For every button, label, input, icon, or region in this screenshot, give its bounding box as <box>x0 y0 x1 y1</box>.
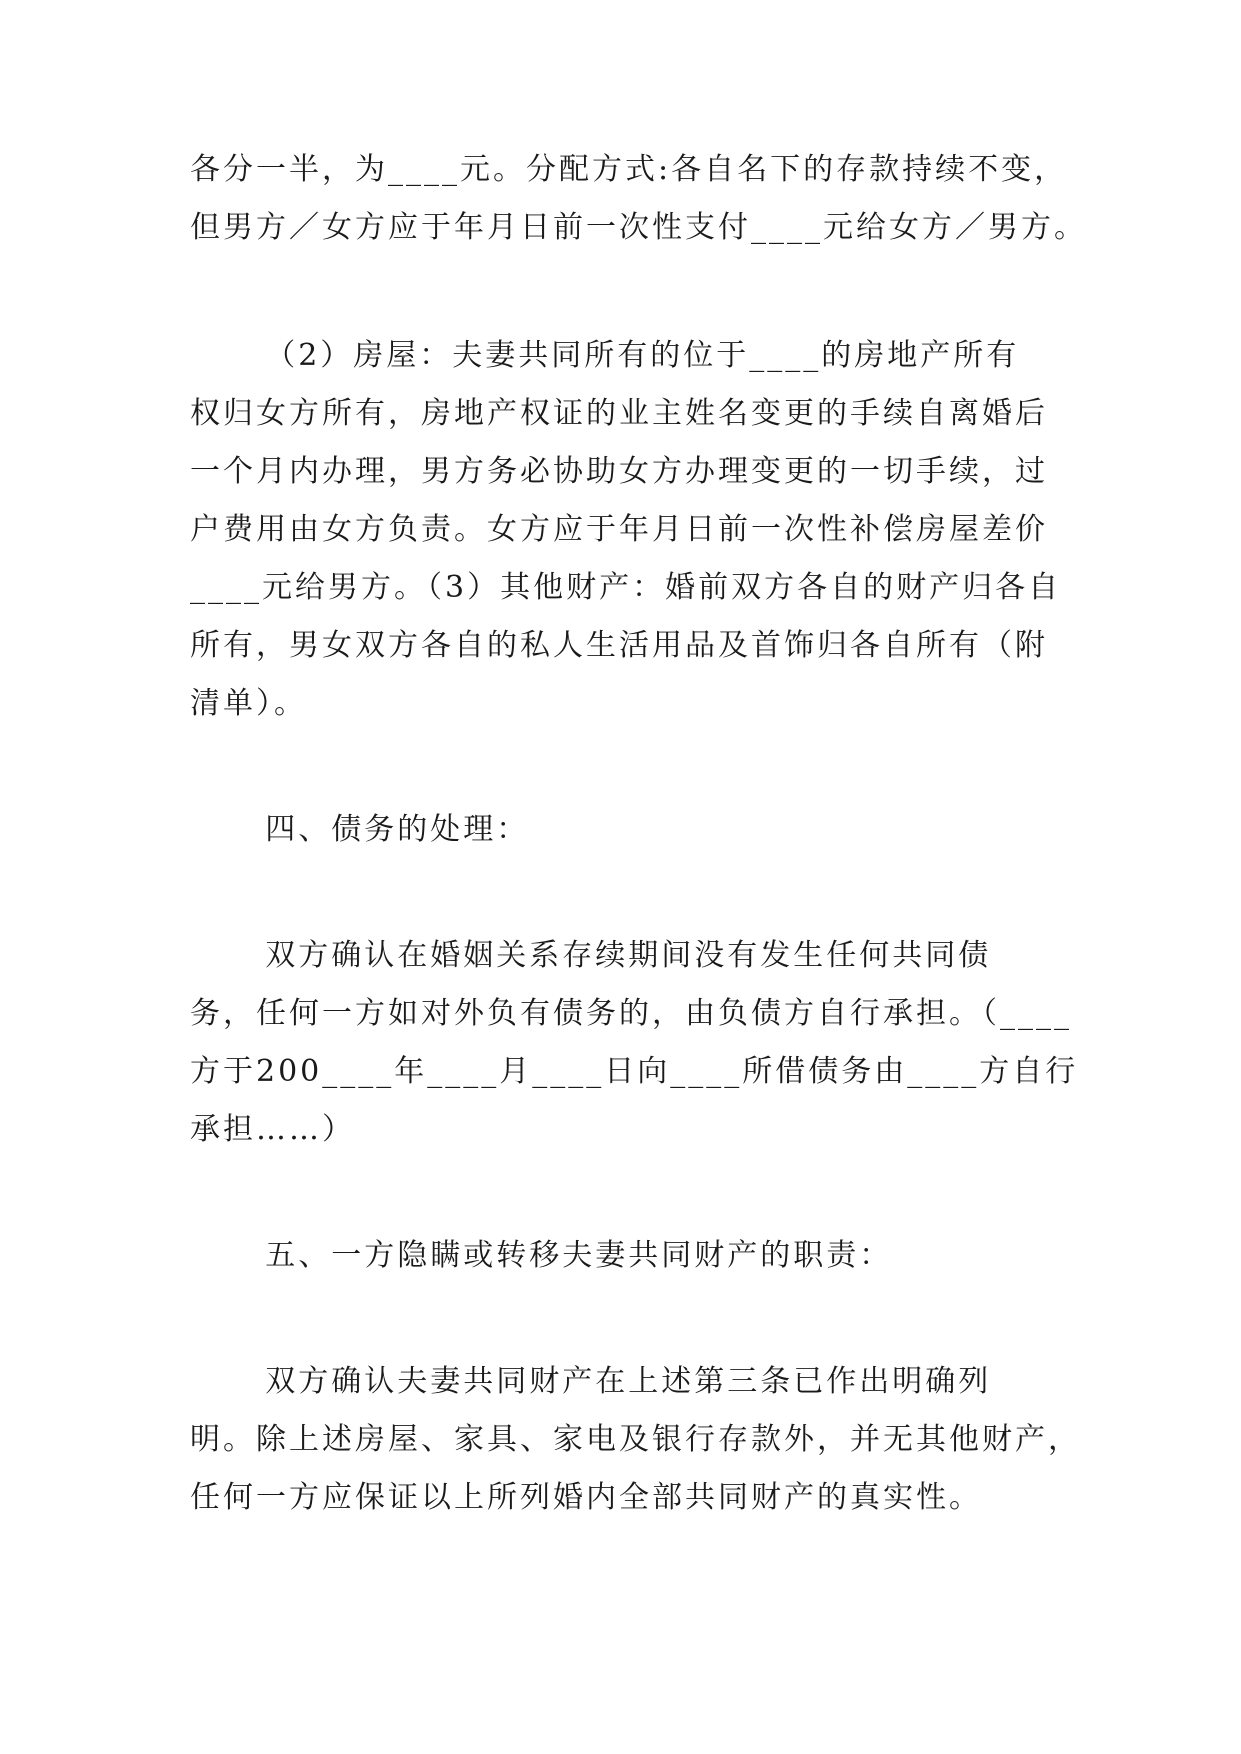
text-line: 但男方／女方应于年月日前一次性支付____元给女方／男方。 <box>190 210 1087 245</box>
text-line: 方于200____年____月____日向____所借债务由____方自行 <box>190 1054 1079 1089</box>
section-heading: 四、债务的处理： <box>190 812 530 847</box>
text-line: 承担……） <box>190 1112 355 1147</box>
text-line: 权归女方所有，房地产权证的业主姓名变更的手续自离婚后 <box>190 396 1048 431</box>
text-line: 任何一方应保证以上所列婚内全部共同财产的真实性。 <box>190 1480 982 1515</box>
text-line: 明。除上述房屋、家具、家电及银行存款外，并无其他财产， <box>190 1422 1081 1457</box>
text-line: 双方确认在婚姻关系存续期间没有发生任何共同债 <box>190 938 992 973</box>
text-line: （2）房屋：夫妻共同所有的位于____的房地产所有 <box>190 338 1020 373</box>
text-line: ____元给男方。（3）其他财产：婚前双方各自的财产归各自 <box>190 570 1062 605</box>
text-line: 务，任何一方如对外负有债务的，由负债方自行承担。（____ <box>190 996 1072 1031</box>
text-line: 所有，男女双方各自的私人生活用品及首饰归各自所有（附 <box>190 628 1048 663</box>
text-line: 清单）。 <box>190 686 307 721</box>
text-line: 各分一半，为____元。分配方式:各自名下的存款持续不变， <box>190 152 1068 187</box>
text-line: 双方确认夫妻共同财产在上述第三条已作出明确列 <box>190 1364 992 1399</box>
text-line: 户费用由女方负责。女方应于年月日前一次性补偿房屋差价 <box>190 512 1048 547</box>
section-heading: 五、一方隐瞒或转移夫妻共同财产的职责： <box>190 1238 893 1273</box>
text-line: 一个月内办理，男方务必协助女方办理变更的一切手续，过 <box>190 454 1048 489</box>
